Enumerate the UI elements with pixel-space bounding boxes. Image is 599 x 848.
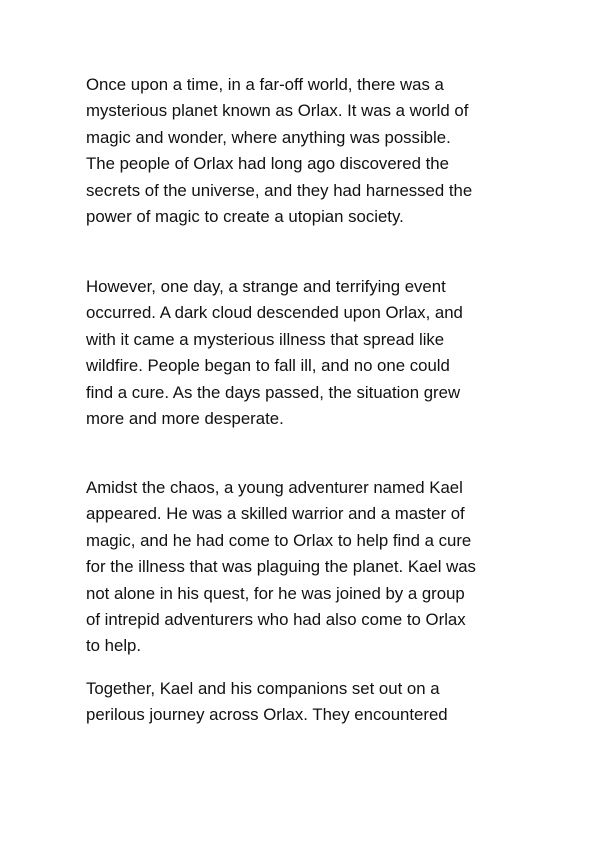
- paragraph-2: [86, 274, 526, 432]
- text-line: not alone in his quest, for he was joined by a group: [86, 583, 465, 603]
- text-line: The people of Orlax had long ago discovered the: [86, 154, 449, 174]
- text-line: power of magic to create a utopian society.: [86, 207, 404, 227]
- text-line: perilous journey across Orlax. They encountered: [86, 705, 448, 725]
- text-line: mysterious planet known as Orlax. It was a world of: [86, 101, 469, 121]
- paragraph-1: [86, 72, 526, 230]
- text-line: occurred. A dark cloud descended upon Orlax, and: [86, 303, 463, 323]
- text-line: more and more desperate.: [86, 409, 284, 429]
- text-line: secrets of the universe, and they had harnessed the: [86, 180, 473, 200]
- text-line: Together, Kael and his companions set out on a: [86, 679, 440, 698]
- text-line: find a cure. As the days passed, the situation grew: [86, 382, 461, 402]
- text-line: However, one day, a strange and terrifying event: [86, 277, 446, 296]
- text-line: to help.: [86, 636, 142, 656]
- text-line: Once upon a time, in a far-off world, there was a: [86, 75, 444, 94]
- text-line: magic and wonder, where anything was possible.: [86, 127, 451, 147]
- text-line: of intrepid adventurers who had also come to Orlax: [86, 610, 466, 630]
- text-line: Amidst the chaos, a young adventurer named Kael: [86, 478, 463, 497]
- text-line: magic, and he had come to Orlax to help find a cure: [86, 530, 472, 550]
- paragraph-4: [86, 676, 526, 729]
- paragraph-3: [86, 475, 526, 660]
- text-line: for the illness that was plaguing the planet. Kael was: [86, 557, 476, 577]
- text-line: with it came a mysterious illness that spread like: [86, 329, 445, 349]
- text-line: wildfire. People began to fall ill, and no one could: [86, 356, 450, 376]
- text-line: appeared. He was a skilled warrior and a master of: [86, 504, 465, 524]
